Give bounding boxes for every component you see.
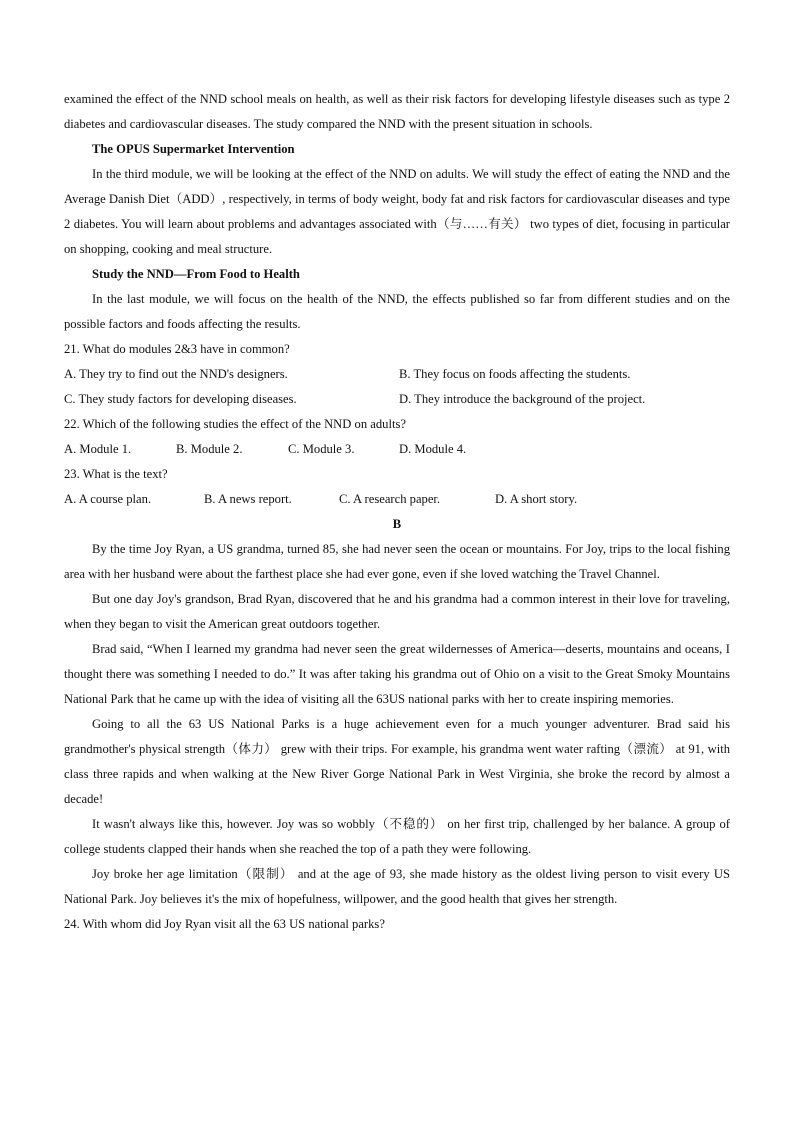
option-c: C. A research paper. — [339, 492, 441, 506]
passage-paragraph: Joy broke her age limitation（限制） and at the age of 93, she made history as the oldest living person to visit every US National Park. Joy believes it's the mix of hopefulness, willpower, and the good health that gives her strength. — [64, 867, 730, 906]
options-row — [64, 487, 730, 512]
option-d: D. Module 4. — [399, 442, 467, 456]
section4-heading: Study the NND—From Food to Health — [92, 267, 300, 281]
question-stem: 21. What do modules 2&3 have in common? — [64, 342, 290, 356]
question-23 — [64, 462, 730, 512]
option-d: D. They introduce the background of the project. — [399, 392, 646, 406]
passage-paragraph: Going to all the 63 US National Parks is a huge achievement even for a much younger adventurer. Brad said his grandmother's physical strength（体力） grew with their trips. For example, his grandma went water rafting（漂流） at 91, with class three rapids and when walking at the New River Gorge National Park in West Virginia, she broke the record by almost a decade! — [64, 717, 730, 806]
option-a: A. They try to find out the NND's designers. — [64, 367, 288, 381]
option-d: D. A short story. — [495, 492, 578, 506]
question-24-stem: 24. With whom did Joy Ryan visit all the 63 US national parks? — [64, 917, 385, 931]
intro-paragraph: examined the effect of the NND school meals on health, as well as their risk factors for developing lifestyle diseases such as type 2 diabetes and cardiovascular diseases. The study compared the NND with the present situation in schools. — [64, 92, 730, 131]
options-row — [64, 437, 730, 462]
passage-paragraph: By the time Joy Ryan, a US grandma, turned 85, she had never seen the ocean or mountains. For Joy, trips to the local fishing area with her husband were about the farthest place she had ever gone, even if she loved watching the Travel Channel. — [64, 542, 730, 581]
section3-paragraph: In the third module, we will be looking at the effect of the NND on adults. We will study the effect of eating the NND and the Average Danish Diet（ADD）, respectively, in terms of body weight, body fat and risk factors for cardiovascular diseases and type 2 diabetes. You will learn about problems and advantages associated with（与……有关） two types of diet, focusing in particular on shopping, cooking and meal structure. — [64, 167, 730, 256]
options-row — [64, 362, 730, 387]
question-22 — [64, 412, 730, 462]
options-row — [64, 387, 730, 412]
option-b: B. A news report. — [204, 492, 292, 506]
passage-paragraph: It wasn't always like this, however. Joy was so wobbly（不稳的） on her first trip, challenged by her balance. A group of college students clapped their hands when she reached the top of a path they were following. — [64, 817, 730, 856]
option-b: B. They focus on foods affecting the students. — [399, 367, 631, 381]
question-stem: 23. What is the text? — [64, 467, 168, 481]
question-stem: 22. Which of the following studies the effect of the NND on adults? — [64, 417, 406, 431]
option-c: C. They study factors for developing diseases. — [64, 392, 297, 406]
option-a: A. A course plan. — [64, 492, 152, 506]
passage-paragraph: But one day Joy's grandson, Brad Ryan, discovered that he and his grandma had a common interest in their love for traveling, when they began to visit the American great outdoors together. — [64, 592, 730, 631]
question-21 — [64, 337, 730, 412]
option-a: A. Module 1. — [64, 442, 132, 456]
document-page — [64, 87, 730, 937]
passage-paragraph: Brad said, “When I learned my grandma had never seen the great wildernesses of America—deserts, mountains and oceans, I thought there was something I needed to do.” It was after taking his grandma out of Ohio on a visit to the Great Smoky Mountains National Park that he came up with the idea of visiting all the 63US national parks with her to create inspiring memories. — [64, 642, 730, 706]
option-b: B. Module 2. — [176, 442, 243, 456]
option-c: C. Module 3. — [288, 442, 355, 456]
passage-label: B — [392, 517, 402, 531]
section4-paragraph: In the last module, we will focus on the health of the NND, the effects published so far from different studies and on the possible factors and foods affecting the results. — [64, 292, 730, 331]
section3-heading: The OPUS Supermarket Intervention — [92, 142, 295, 156]
